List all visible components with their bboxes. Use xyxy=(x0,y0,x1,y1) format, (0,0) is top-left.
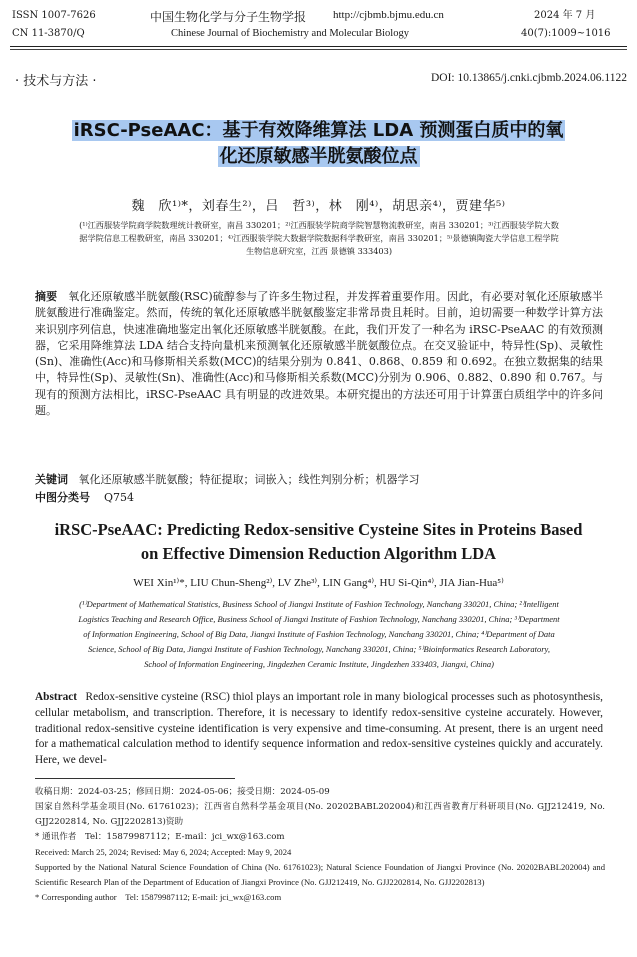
journal-url[interactable]: http://cjbmb.bjmu.edu.cn xyxy=(333,9,444,21)
keywords-cn-label: 关键词 xyxy=(35,473,68,486)
footnote-funding-cn: 国家自然科学基金项目(No. 61761023)；江西省自然科学基金项目(No. 20202BABL202004)和江西省教育厅科研项目(No. GJJ212419, No. GJJ2202814, No. GJJ2202813)资助 xyxy=(35,802,605,827)
title-en-line2: on Effective Dimension Reduction Algorithm LDA xyxy=(140,544,497,563)
footnote-corresponding-cn: * 通讯作者 Tel：15879987112；E-mail：jci_wx@163.com xyxy=(35,832,285,842)
keywords-cn-text: 氧化还原敏感半胱氨酸；特征提取；词嵌入；线性判别分析；机器学习 xyxy=(78,473,420,486)
abstract-en-label: Abstract xyxy=(35,691,78,703)
footnote-rule xyxy=(35,778,235,779)
footnote-dates-cn: 收稿日期：2024-03-25；修回日期：2024-05-06；接受日期：2024-05-09 xyxy=(35,787,330,797)
abstract-cn xyxy=(35,289,603,419)
issn: ISSN 1007-7626 xyxy=(12,10,96,21)
footnote-funding-en: Supported by the National Natural Science Foundation of China (No. 61761023); Natural Science Foundation of Jiangxi Province (No. 20202BABL202004) and Scientific Research Plan of the Department of Education of Jiangxi Province (No. GJJ212419, No. GJJ2202814, No. GJJ2202813) xyxy=(35,862,605,887)
clc-number xyxy=(35,490,603,506)
abstract-en-text: Redox-sensitive cysteine (RSC) thiol plays an important role in many biological processes such as photosynthesis, cellular metabolism, and transcription. Therefore, it is necessary to identify redox-sensitive cysteine accurately. However, traditional redox-sensitive cysteine identification is very expensive and time-consuming. At present, there is an urgent need for a mathematical calculation method to identify sequence information and redox-sensitive cysteines quickly and accurately. Here, we devel- xyxy=(35,691,603,767)
clc-label: 中图分类号 xyxy=(35,491,90,504)
doi[interactable]: DOI: 10.13865/j.cnki.cjbmb.2024.06.1122 xyxy=(430,72,627,84)
authors-en: WEI Xin¹⁾*, LIU Chun-Sheng²⁾, LV Zhe³⁾, LIN Gang⁴⁾, HU Si-Qin⁴⁾, JIA Jian-Hua⁵⁾ xyxy=(133,577,504,589)
affiliation-en-line: of Information Engineering, School of Big Data, Jiangxi Institute of Fashion Technology, Nanchang 330201, China; ⁴⁾Department of Data xyxy=(83,629,555,639)
footnote-corresponding-en: * Corresponding author Tel: 15879987112; E-mail: jci_wx@163.com xyxy=(35,892,282,902)
title-en-line1: iRSC-PseAAC: Predicting Redox-sensitive Cysteine Sites in Proteins Based xyxy=(54,520,583,539)
abstract-cn-text: 氧化还原敏感半胱氨酸(RSC)硫醇参与了许多生物过程，并发挥着重要作用。因此，有必要对氧化还原敏感半胱氨酸进行准确鉴定。然而，传统的氧化还原敏感半胱氨酸鉴定非常昂贵且耗时。目前，迫切需要一种数学计算方法来识别序列信息，快速准确地鉴定出氧化还原敏感半胱氨酸。在此，我们开发了一种名为 iRSC-PseAAC 的有效预测器，它采用降维算法 LDA 结合支持向量机来预测氧化还原敏感半胱氨酸位点。在交叉验证中，特异性(Sp)、灵敏性(Sn)、准确性(Acc)和马修斯相关系数(MCC)的结果分别为 0.841、0.868、0.859 和 0.692。在独立数据集的结果中，特异性(Sp)、灵敏性(Sn)、准确性(Acc)和马修斯相关系数(MCC)分别为 0.906、0.882、0.890 和 0.767。与现有的预测方法相比，iRSC-PseAAC 具有明显的改进效果。本研究提出的方法还可用于计算蛋白质组学中的许多问题。 xyxy=(35,290,603,418)
affiliation-cn-line: (¹⁾江西服装学院商学院数理统计教研室，南昌 330201；²⁾江西服装学院商学院智慧物流教研室，南昌 330201；³⁾江西服装学院大数 xyxy=(79,220,559,230)
abstract-cn-label: 摘要 xyxy=(35,290,58,303)
clc-value: Q754 xyxy=(104,491,135,504)
journal-name-en: Chinese Journal of Biochemistry and Molecular Biology xyxy=(171,28,409,39)
title-cn-line2: 化还原敏感半胱氨酸位点 xyxy=(219,146,418,167)
title-cn xyxy=(20,118,617,170)
title-cn-line1: iRSC-PseAAC：基于有效降维算法 LDA 预测蛋白质中的氧 xyxy=(73,120,564,141)
affiliation-en-line: Science, School of Big Data, Jiangxi Institute of Fashion Technology, Nanchang 330201, China; ⁵⁾Bioinformatics Research Laboratory, xyxy=(88,644,550,654)
cn-number: CN 11-3870/Q xyxy=(12,28,85,39)
affiliations-en xyxy=(36,597,602,672)
header-rule-thin xyxy=(10,49,627,50)
authors-cn: 魏 欣¹⁾*，刘春生²⁾，吕 哲³⁾，林 刚⁴⁾，胡思亲⁴⁾，贾建华⁵⁾ xyxy=(131,199,506,214)
title-en xyxy=(20,518,617,566)
footnote-dates-en: Received: March 25, 2024; Revised: May 6, 2024; Accepted: May 9, 2024 xyxy=(35,847,292,857)
affiliation-en-line: Logistics Teaching and Research Office, Business School of Jiangxi Institute of Fashion Technology, Nanchang 330201, China; ³⁾Department xyxy=(78,614,560,624)
affiliation-cn-line: 生物信息研究室，江西 景德镇 333403) xyxy=(245,246,393,256)
volume-pages: 40(7):1009~1016 xyxy=(521,28,611,39)
keywords-cn xyxy=(35,472,603,488)
affiliation-cn-line: 据学院信息工程教研室，南昌 330201；⁴⁾江西服装学院大数据学院数据科学教研室，南昌 330201；⁵⁾景德镇陶瓷大学信息工程学院 xyxy=(79,233,559,243)
footnotes xyxy=(35,785,605,905)
section-label: · 技术与方法 · xyxy=(15,74,97,89)
affiliations-cn xyxy=(40,219,598,258)
abstract-en xyxy=(35,690,603,769)
header-rule xyxy=(10,46,627,47)
journal-name-cn: 中国生物化学与分子生物学报 xyxy=(150,10,307,24)
affiliation-en-line: (¹⁾Department of Mathematical Statistics, Business School of Jiangxi Institute of Fashion Technology, Nanchang 330201, China; ²⁾Intelligent xyxy=(79,599,559,609)
issue-date: 2024 年 7 月 xyxy=(534,10,596,21)
affiliation-en-line: School of Information Engineering, Jingdezhen Ceramic Institute, Jingdezhen 333403, Jiangxi, China) xyxy=(144,659,494,669)
